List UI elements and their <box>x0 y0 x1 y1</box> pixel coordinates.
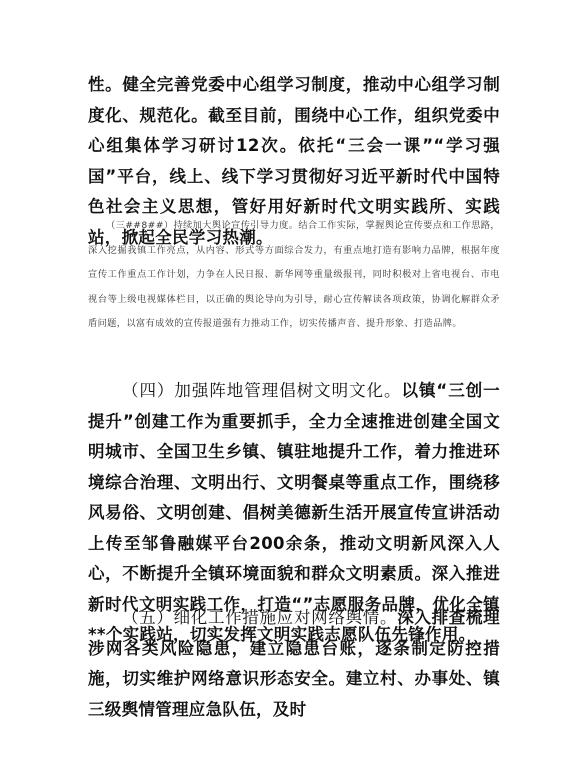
section-heading-five: （五）细化工作措施应对网络舆情。 <box>122 608 398 627</box>
paragraph-publicity-guidance: （三##8##）持续加大舆论宣传引导力度。结合工作实际，掌握舆论宣传要点和工作思路，深入挖掘我镇工作亮点，从内容、形式等方面综合发力，有重点地打造有影响力品牌，根据年度宣传工作重点工作计划，力争在人民日报、新华网等重量级报刊，同时积极对上省电视台、市电视台等上级电视媒体栏目，以正确的舆论导向为引导，耐心宣传解读各项政策，协调化解群众矛盾问题，以富有成效的宣传报道强有力推动工作，切实传播声音、提升形象、打造品牌。 <box>88 220 500 330</box>
paragraph-study-system: 性。健全完善党委中心组学习制度，推动中心组学习制度化、规范化。截至目前，围绕中心工作，组织党委中心组集体学习研讨12次。依托“三会一课”“学习强国”平台，线上、线下学习贯彻好习近平新时代中国特色社会主义思想，管好用好新时代文明实践所、实践站，掀起全民学习热潮。 <box>88 75 500 247</box>
section-body-four: 以镇“三创一提升”创建工作为重要抓手，全力全速推进创建全国文明城市、全国卫生乡镇、镇驻地提升工作，着力推进环境综合治理、文明出行、文明餐桌等重点工作，围绕移风易俗、文明创建、倡树美德新生活开展宣传宣讲活动上传至邹鲁融媒平台200余条，推动文明新风深入人心，不断提升全镇环境面貌和群众文明素质。深入推进新时代文明实践工作，打造“”志愿服务品牌，优化全镇**个实践站，切实发挥文明实践志愿队伍先锋作用。 <box>88 381 500 644</box>
section-heading-four: （四）加强阵地管理倡树文明文化。 <box>122 381 402 400</box>
paragraph-network-opinion <box>88 603 500 725</box>
section-body-five: 深入排查梳理涉网各类风险隐患，建立隐患台账，逐条制定防控措施，切实维护网络意识形态安全。建立村、办事处、镇三级舆情管理应急队伍，及时 <box>88 608 500 719</box>
